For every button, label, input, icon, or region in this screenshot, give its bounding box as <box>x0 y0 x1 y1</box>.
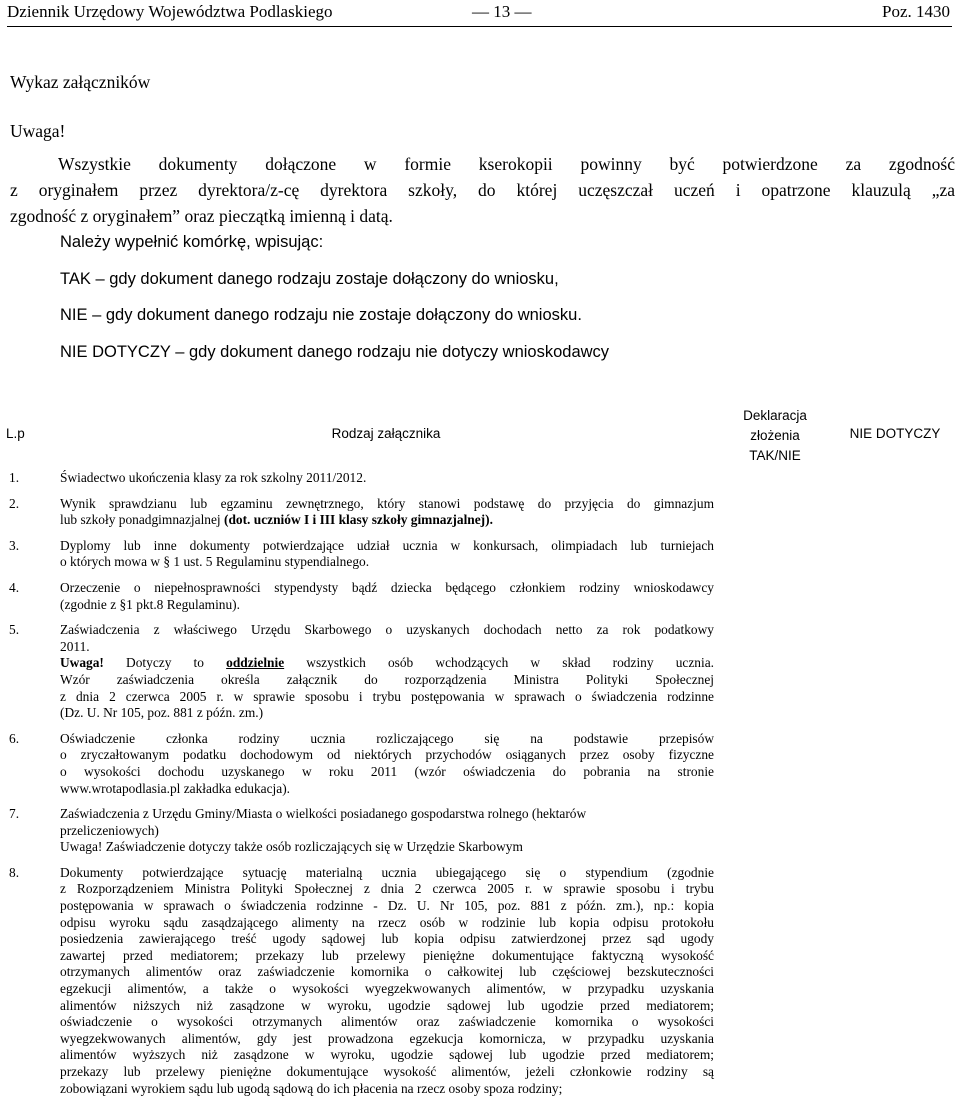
row-line: 2011. <box>60 638 90 654</box>
row-line: (zgodnie z §1 pkt.8 Regulaminu). <box>60 596 240 612</box>
row-line: Uwaga! Dotyczy to oddzielnie wszystkich osób wchodzących w skład rodziny ucznia. <box>60 655 714 671</box>
row-line: Zaświadczenia z właściwego Urzędu Skarbowego o uzyskanych dochodach netto za rok podatkowy <box>60 622 714 638</box>
row-line: alimentów niższych niż zasądzone w wyroku, ugodzie sądowej lub ugodzie przed mediatorem; <box>60 997 714 1013</box>
row-line: Uwaga! Zaświadczenie dotyczy także osób rozliczających się w Urzędzie Skarbowym <box>60 839 523 855</box>
row-number: 6. <box>9 730 20 746</box>
declaration-cell[interactable] <box>714 613 836 722</box>
row-description <box>58 529 714 571</box>
row-line: Dokumenty potwierdzające sytuację materialną ucznia ubiegającego się o stypendium (zgodnie <box>60 864 714 880</box>
declaration-cell[interactable] <box>714 856 836 1097</box>
row-line: z Rozporządzeniem Ministra Polityki Społecznej z dnia 2 czerwca 2005 r. w sprawie sposobu i trybu <box>60 881 714 897</box>
table-row <box>6 797 954 856</box>
row-line: przekazy lub przelewy pieniężne dokumentujące wysokość alimentów, jeżeli członkowie rodziny są <box>60 1064 714 1079</box>
not-applicable-cell[interactable] <box>836 613 954 722</box>
header-declaration-line: TAK/NIE <box>749 448 801 463</box>
declaration-cell[interactable] <box>714 487 836 529</box>
header-declaration-line: złożenia <box>750 428 800 443</box>
row-line: www.wrotapodlasia.pl zakładka edukacja). <box>60 780 291 796</box>
table-row <box>6 856 954 1097</box>
declaration-cell[interactable] <box>714 571 836 613</box>
table-row <box>6 613 954 722</box>
header-not-applicable: NIE DOTYCZY <box>849 426 941 441</box>
row-line: wyegzekwowanych alimentów, gdy jest prowadzona egzekucja komornicza, w przypadku uzyskania <box>60 1030 714 1046</box>
row-line: z dnia 2 czerwca 2005 r. w sprawie sposobu i trybu postępowania w sprawach o świadczenia rodzinne <box>60 688 714 704</box>
row-description <box>58 466 714 487</box>
row-line: Orzeczenie o niepełnosprawności stypendysty bądź dziecka będącego członkiem rodziny wnioskodawcy <box>60 579 714 595</box>
instruction-not-applicable: NIE DOTYCZY – gdy dokument danego rodzaju nie dotyczy wnioskodawcy <box>60 343 610 361</box>
row-line: Wynik sprawdzianu lub egzaminu zewnętrznego, który stanowi podstawę do przyjęcia do gimnazjum <box>60 495 714 511</box>
attachments-table <box>6 398 954 1097</box>
row-description <box>58 722 714 797</box>
row-line: Dyplomy lub inne dokumenty potwierdzające udział ucznia w konkursach, olimpiadach lub turniejach <box>60 537 714 553</box>
row-number: 8. <box>9 864 20 880</box>
declaration-cell[interactable] <box>714 466 836 487</box>
not-applicable-cell[interactable] <box>836 797 954 856</box>
row-line: oświadczenie o wysokości otrzymanych alimentów oraz zaświadczenie komornika o wysokości <box>60 1014 714 1030</box>
intro-line: zgodność z oryginałem” oraz pieczątką imienną i datą. <box>10 206 393 226</box>
table-row <box>6 529 954 571</box>
not-applicable-cell[interactable] <box>836 856 954 1097</box>
row-description <box>58 487 714 529</box>
row-number: 4. <box>9 579 20 595</box>
row-number: 1. <box>9 470 20 485</box>
position-number: Poz. 1430 <box>882 2 950 21</box>
row-line: lub szkoły ponadgimnazjalnej (dot. uczniów I i III klasy szkoły gimnazjalnej). <box>60 512 493 528</box>
not-applicable-cell[interactable] <box>836 487 954 529</box>
declaration-cell[interactable] <box>714 797 836 856</box>
table-row <box>6 487 954 529</box>
intro-line: z oryginałem przez dyrektora/z-cę dyrektora szkoły, do której uczęszczał uczeń i opatrzone klauzulą „za <box>10 180 955 200</box>
not-applicable-cell[interactable] <box>836 529 954 571</box>
note-label: Uwaga! <box>10 121 66 141</box>
declaration-cell[interactable] <box>714 722 836 797</box>
row-description <box>58 797 714 856</box>
row-number: 5. <box>9 622 20 638</box>
journal-title: Dziennik Urzędowy Województwa Podlaskiego <box>7 2 333 21</box>
not-applicable-cell[interactable] <box>836 722 954 797</box>
not-applicable-cell[interactable] <box>836 466 954 487</box>
table-row <box>6 722 954 797</box>
row-number: 2. <box>9 495 20 511</box>
row-number: 3. <box>9 537 20 553</box>
row-description <box>58 856 714 1097</box>
row-number: 7. <box>9 806 20 822</box>
row-line: otrzymanych alimentów oraz zaświadczenie komornika o całkowitej lub częściowej bezskuteczności <box>60 964 714 980</box>
table-row <box>6 571 954 613</box>
row-line: przeliczeniowych) <box>60 822 159 838</box>
instruction-no: NIE – gdy dokument danego rodzaju nie zostaje dołączony do wniosku. <box>60 306 582 324</box>
page-header <box>7 0 952 27</box>
header-type: Rodzaj załącznika <box>331 426 441 441</box>
row-line: Wzór zaświadczenia określa załącznik do rozporządzenia Ministra Polityki Społecznej <box>60 671 714 687</box>
row-line: alimentów wyższych niż zasądzone w wyroku, ugodzie sądowej lub ugodzie przed mediatorem; <box>60 1047 714 1063</box>
row-line: odpisu wyroku sądu zasądzającego alimenty na rzecz osób w rodzinie lub kopia odpisu protokołu <box>60 914 714 930</box>
table-header <box>6 398 954 466</box>
header-declaration-line: Deklaracja <box>743 408 807 423</box>
table-row <box>6 466 954 487</box>
row-line: posiedzenia zawierającego treść ugody sądowej lub kopia odpisu zatwierdzonej przez sąd ugody <box>60 931 714 947</box>
row-line: Oświadczenie członka rodziny ucznia rozliczającego się na podstawie przepisów <box>60 730 714 746</box>
row-description <box>58 613 714 722</box>
intro-line: Wszystkie dokumenty dołączone w formie kserokopii powinny być potwierdzone za zgodność <box>58 154 955 174</box>
header-declaration <box>714 398 836 466</box>
attachments-title: Wykaz załączników <box>10 72 151 92</box>
row-line: Świadectwo ukończenia klasy za rok szkolny 2011/2012. <box>60 470 367 485</box>
row-line: zobowiązani wyrokiem sądu lub ugodą sądową do ich płacenia na rzecz osoby spoza rodziny; <box>60 1080 563 1096</box>
intro-paragraph <box>10 151 955 229</box>
row-line: zawartej przed mediatorem; przekazy lub przelewy pieniężne dokumentujące faktyczną wysokość <box>60 947 714 963</box>
row-line: Zaświadczenia z Urzędu Gminy/Miasta o wielkości posiadanego gospodarstwa rolnego (hektarów <box>60 806 587 822</box>
row-line: o których mowa w § 1 ust. 5 Regulaminu stypendialnego. <box>60 554 370 570</box>
row-line: postępowania w sprawach o świadczenia rodzinne - Dz. U. Nr 105, poz. 881 z późn. zm.), np.: kopia <box>60 898 714 914</box>
row-line: egzekucji alimentów, a także o wysokości wyegzekwowanych alimentów, w przypadku uzyskania <box>60 981 714 997</box>
not-applicable-cell[interactable] <box>836 571 954 613</box>
instruction-fill: Należy wypełnić komórkę, wpisując: <box>60 233 324 251</box>
row-line: o wysokości dochodu uzyskanego w roku 2011 (wzór oświadczenia do pobrania na stronie <box>60 763 714 779</box>
row-line: (Dz. U. Nr 105, poz. 881 z późn. zm.) <box>60 705 264 721</box>
instruction-yes: TAK – gdy dokument danego rodzaju zostaje dołączony do wniosku, <box>60 270 559 288</box>
page-number: — 13 — <box>472 2 532 21</box>
header-lp: L.p <box>6 426 25 441</box>
row-description <box>58 571 714 613</box>
declaration-cell[interactable] <box>714 529 836 571</box>
row-line: o zryczałtowanym podatku dochodowym od niektórych przychodów osiąganych przez osoby fizyczne <box>60 747 714 763</box>
